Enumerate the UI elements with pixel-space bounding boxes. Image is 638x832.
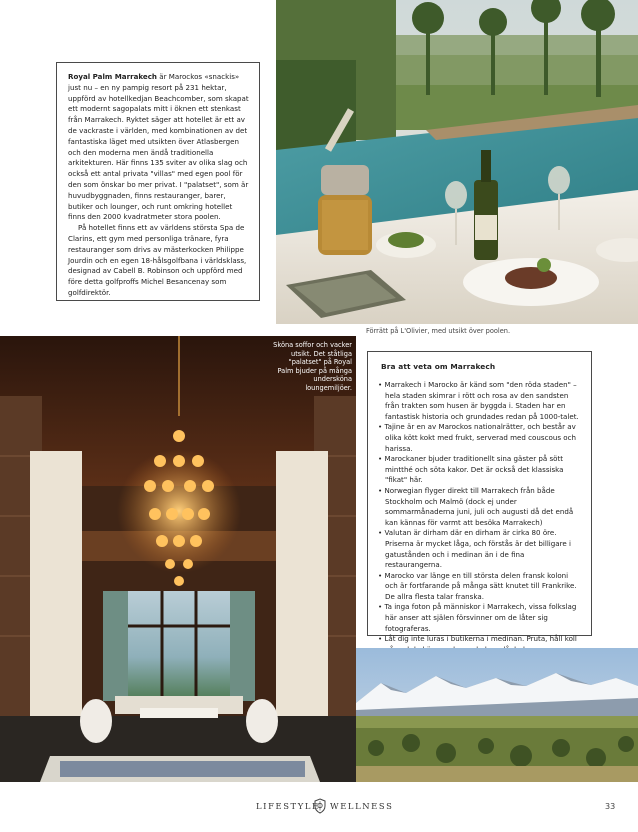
page-footer [0, 798, 638, 818]
facts-item: • Norwegian flyger direkt till Marrakech från både Stockholm och Malmö (dock ej under sommarmånaderna juni, juli och augusti då det endå kan kännas för varmt att besöka Marrakech) [378, 486, 582, 528]
crest-icon [313, 798, 327, 814]
intro-paragraph-1 [68, 72, 249, 223]
restaurant-photo-caption: Förrätt på L'Olivier, med utsikt över poolen. [366, 327, 511, 335]
footer-brand-right: WELLNESS [330, 801, 394, 811]
facts-item: • Valutan är dirham där en dirham är cirka 80 öre. Priserna är mycket låga, och förstås är det billigare i gatustånden och i medinan än i de fina restaurangerna. [378, 528, 582, 570]
facts-box [367, 351, 592, 644]
atlas-mountains-photo [356, 648, 638, 782]
facts-item: • Ta inga foton på människor i Marrakech, vissa folkslag här anser att själen försvinner om de låter sig fotograferas. [378, 602, 582, 634]
intro-text-box [56, 62, 260, 301]
facts-item: • Marocko var länge en till största delen fransk koloni och är fortfarande på många sätt knutet till Frankrike. De allra flesta talar franska. [378, 571, 582, 603]
lobby-photo [0, 336, 356, 782]
facts-item: • Tajine är en av Marockos nationalrätter, och består av olika kött kokt med frukt, serverad med couscous och harissa. [378, 422, 582, 454]
facts-item: • Låt dig inte luras i butikerna i medinan. Pruta, håll koll [378, 634, 582, 655]
restaurant-photo [276, 0, 638, 324]
lobby-photo-caption: Sköna soffor och vacker utsikt. Det ståtliga "palatset" på Royal Palm bjuder på många undersköna loungemiljöer. [273, 341, 352, 392]
facts-list [378, 380, 582, 655]
intro-paragraph-1-text: är Marockos «snackis» just nu – en ny pampig resort på 231 hektar, uppförd av hotellkedjan Beachcomber, som skapat ett modernt sagopalats mitt i öknen ett stenkast från Marrakech. Ryktet säger att hotellet är ett av de vackraste i världen, med kombinationen av det fantastiska läget med utsikten över Atlasbergen och den moderna men ändå traditionella arkitekturen. Här finns 135 sviter av olika slag och också ett antal privata "villas" med egen pool för den som önskar bo mer privat. I "palatset", som är huvudbyggnaden, finns restauranger, barer, butiker och lounger, och runt omkring hotellet finns den 2000 kvadratmeter stora poolen. [68, 72, 249, 222]
facts-item: • Marockaner bjuder traditionellt sina gäster på sött mintthé och söta kakor. Det är också det klassiska "fikat" här. [378, 454, 582, 486]
page-number: 33 [605, 802, 616, 811]
footer-brand-left: LIFESTYLE [256, 801, 320, 811]
facts-title: Bra att veta om Marrakech [381, 362, 496, 371]
intro-lead: Royal Palm Marrakech [68, 72, 157, 81]
facts-item: • Marrakech i Marocko är känd som "den röda staden" – hela staden skimrar i rött och rosa av den sandsten från trakten som husen är byggda i. Staden har en fantastisk historia och grundades redan på 1000-talet. [378, 380, 582, 422]
intro-paragraph-2: På hotellet finns ett av världens största Spa de Clarins, ett gym med personliga tränare, fyra restauranger som drivs av mästerkocken Philippe Jourdin och en egen 18-hålsgolfbana i världsklass, designad av Cabell B. Robinson och uppförd med före detta golfproffs Michel Besancenay som golfdirektör. [68, 223, 247, 297]
